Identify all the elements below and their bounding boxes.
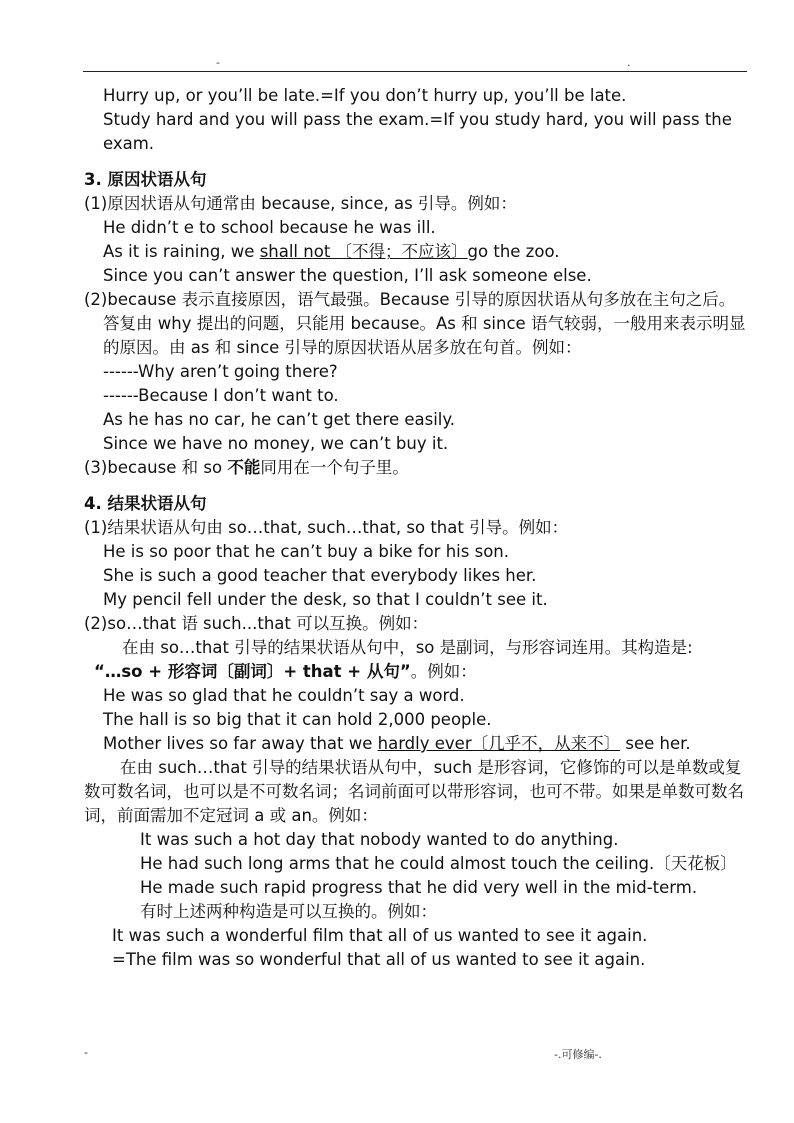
dialogue-line: ------Because I don’t want to. xyxy=(103,386,339,405)
example-line: Mother lives so far away that we hardly ever〔几乎不，从来不〕 see her. xyxy=(103,734,691,753)
paragraph: 在由 so…that 引导的结果状语从句中，so 是副词，与形容词连用。其构造是: xyxy=(122,638,693,657)
example-line: It was such a wonderful film that all of us wanted to see it again. xyxy=(112,926,648,945)
header-mark-left: - xyxy=(216,56,220,69)
example-line: Hurry up, or you’ll be late.=If you don’t hurry up, you’ll be late. xyxy=(103,86,627,105)
example-line: Since you can’t answer the question, I’ll ask someone else. xyxy=(103,266,592,285)
paragraph: (2)so…that 语 such...that 可以互换。例如： xyxy=(84,614,429,633)
section-title-result-clause: 4. 结果状语从句 xyxy=(84,494,207,513)
example-line: As he has no car, he can’t get there easily. xyxy=(103,410,456,429)
example-line: He didn’t e to school because he was ill. xyxy=(103,218,436,237)
example-line: It was such a hot day that nobody wanted to do anything. xyxy=(140,830,619,849)
dialogue-line: ------Why aren’t going there? xyxy=(103,362,338,381)
example-line: He was so glad that he couldn’t say a word. xyxy=(103,686,465,705)
footer-mark-left: - xyxy=(84,1046,88,1059)
example-line: She is such a good teacher that everybody likes her. xyxy=(103,566,537,585)
section-title-cause-clause: 3. 原因状语从句 xyxy=(84,170,207,189)
example-line: Since we have no money, we can’t buy it. xyxy=(103,434,449,453)
emphasis: 不能 xyxy=(227,458,261,477)
paragraph: (1)结果状语从句由 so…that, such…that, so that 引导。例如： xyxy=(84,518,569,537)
footer-note: -.可修编-. xyxy=(554,1048,602,1061)
example-line: Study hard and you will pass the exam.=If you study hard, you will pass the exam. xyxy=(103,110,732,153)
example-line: He is so poor that he can’t buy a bike for his son. xyxy=(103,542,509,561)
underlined-phrase: hardly ever〔几乎不，从来不〕 xyxy=(377,734,621,753)
paragraph: 有时上述两种构造是可以互换的。例如： xyxy=(140,902,437,921)
paragraph: (1)原因状语从句通常由 because, since, as 引导。例如： xyxy=(84,194,517,213)
formula: “…so + 形容词〔副词〕+ that + 从句” xyxy=(94,662,411,681)
example-line: =The film was so wonderful that all of us wanted to see it again. xyxy=(112,950,646,969)
example-line: My pencil fell under the desk, so that I couldn’t see it. xyxy=(103,590,548,609)
document-body xyxy=(84,84,748,972)
example-line: The hall is so big that it can hold 2,000 people. xyxy=(103,710,492,729)
example-line: He made such rapid progress that he did very well in the mid-term. xyxy=(140,878,698,897)
paragraph: 在由 such…that 引导的结果状语从句中，such 是形容词，它修饰的可以是单数或复数可数名词，也可以是不可数名词；名词前面可以带形容词，也可不带。如果是单数可数名词，前面需加不定冠词 a 或 an。例如： xyxy=(84,758,744,825)
header-mark-right: . xyxy=(627,56,631,69)
paragraph: (2)because 表示直接原因，语气最强。Because 引导的原因状语从句多放在主句之后。答复由 why 提出的问题，只能用 because。As 和 since 语气较弱，一般用来表示明显的原因。由 as 和 since 引导的原因状语从居多放在句首。例如： xyxy=(84,290,746,357)
underlined-phrase: shall not 〔不得；不应该〕 xyxy=(259,242,468,261)
header-rule xyxy=(83,71,747,72)
example-line: He had such long arms that he could almost touch the ceiling.〔天花板〕 xyxy=(140,854,737,873)
formula-line: “…so + 形容词〔副词〕+ that + 从句”。例如： xyxy=(94,662,477,681)
paragraph: (3)because 和 so 不能同用在一个句子里。 xyxy=(84,458,409,477)
example-line: As it is raining, we shall not 〔不得；不应该〕go the zoo. xyxy=(103,242,560,261)
